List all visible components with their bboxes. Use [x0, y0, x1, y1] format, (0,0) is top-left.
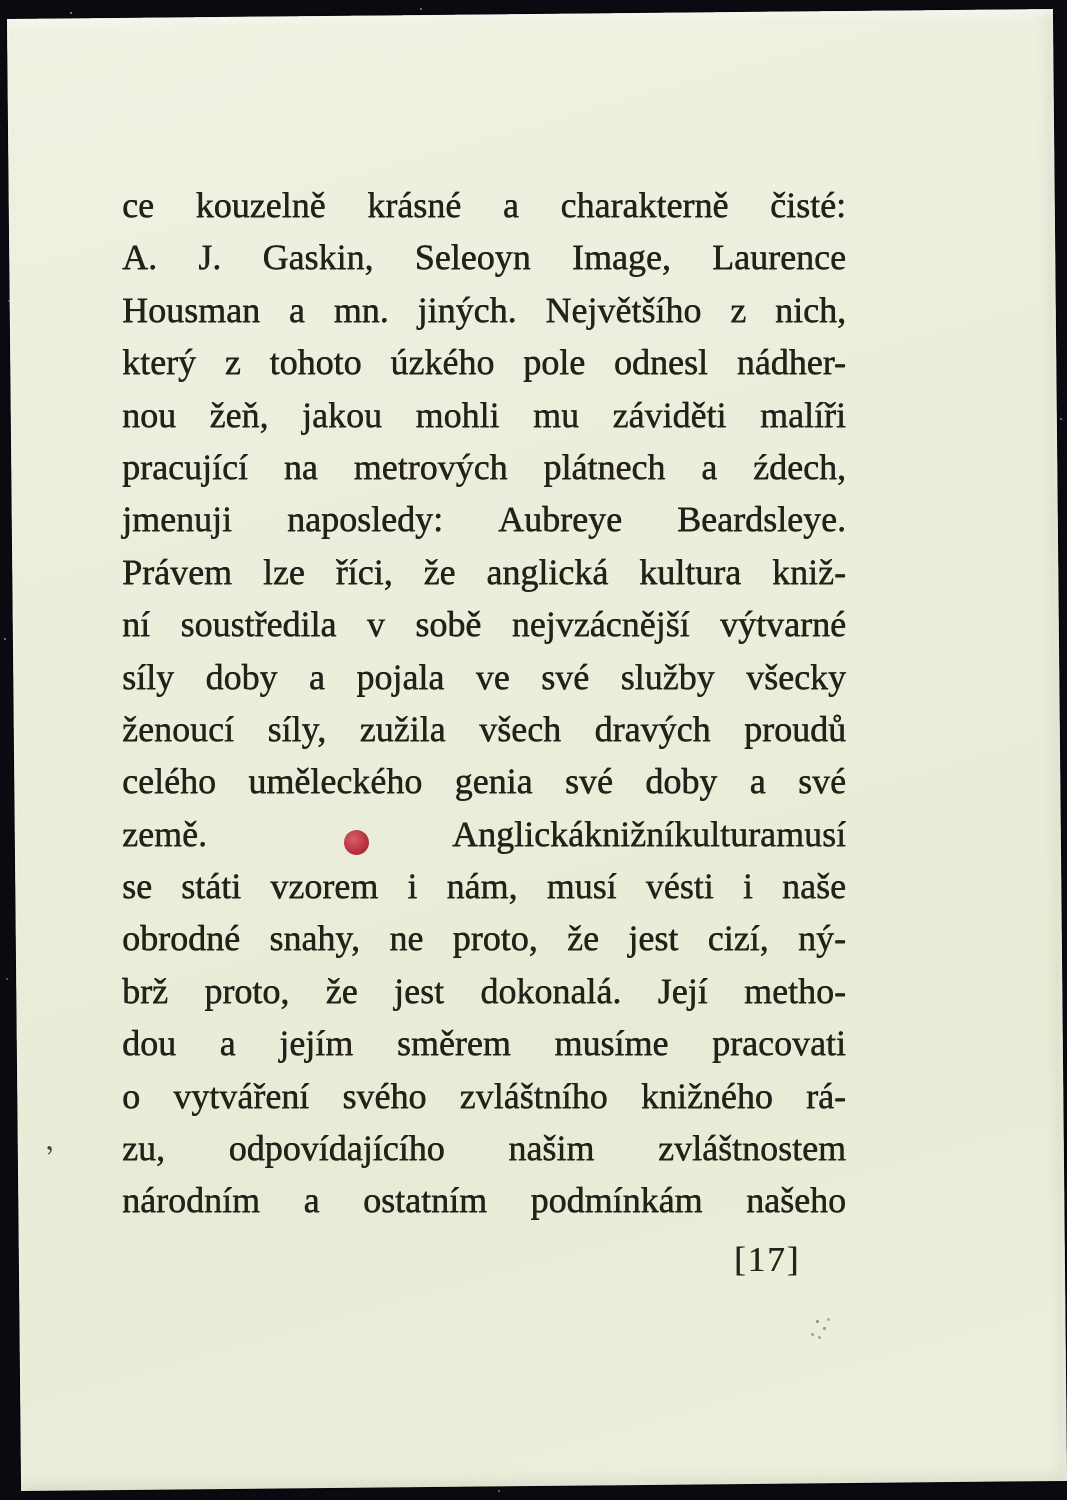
text-line: nou žeň, jakou mohli mu záviděti malíři [122, 394, 846, 435]
ink-speck-cluster [816, 1320, 819, 1323]
margin-ink-mark: ʼ [41, 1137, 61, 1175]
text-line: zu, odpovídajícího našim zvláštnostem [122, 1128, 846, 1169]
red-bullet-ornament-icon [344, 830, 369, 855]
sentence-end-text: země. [122, 813, 207, 854]
text-line: Housman a mn. jiných. Největšího z nich, [122, 289, 846, 330]
text-line: pracující na metrových plátnech a źdech, [122, 446, 846, 487]
text-line: ce kouzelně krásné a charakterně čisté: [122, 185, 846, 225]
page-number: [17] [734, 1240, 801, 1279]
text-line: síly doby a pojala ve své služby všecky [122, 656, 846, 697]
text-line: jmenuji naposledy: Aubreye Beardsleye. [122, 499, 846, 540]
text-line-with-ornament [122, 813, 846, 865]
text-line: se státi vzorem i nám, musí vésti i naše [122, 866, 846, 907]
text-line: A. J. Gaskin, Seleoyn Image, Laurence [122, 237, 846, 278]
text-line: obrodné snahy, ne proto, že jest cizí, ný- [122, 918, 846, 959]
text-line: brž proto, že jest dokonalá. Její metho- [122, 970, 846, 1011]
paragraph-block [122, 184, 846, 1232]
text-line: Právem lze říci, že anglická kultura kniž- [122, 551, 846, 592]
sentence-start-text: Anglická knižní kultura musí [452, 813, 846, 854]
text-line: ženoucí síly, zužila všech dravých proudů [122, 708, 846, 749]
text-line: o vytváření svého zvláštního knižného rá- [122, 1075, 846, 1116]
text-line: ní soustředila v sobě nejvzácnější výtvarné [122, 604, 846, 645]
text-line: celého uměleckého genia své doby a své [122, 761, 846, 802]
text-line: dou a jejím směrem musíme pracovati [122, 1023, 846, 1064]
text-line: národním a ostatním podmínkám našeho [122, 1180, 846, 1221]
text-line: který z tohoto úzkého pole odnesl nádher- [122, 342, 846, 383]
